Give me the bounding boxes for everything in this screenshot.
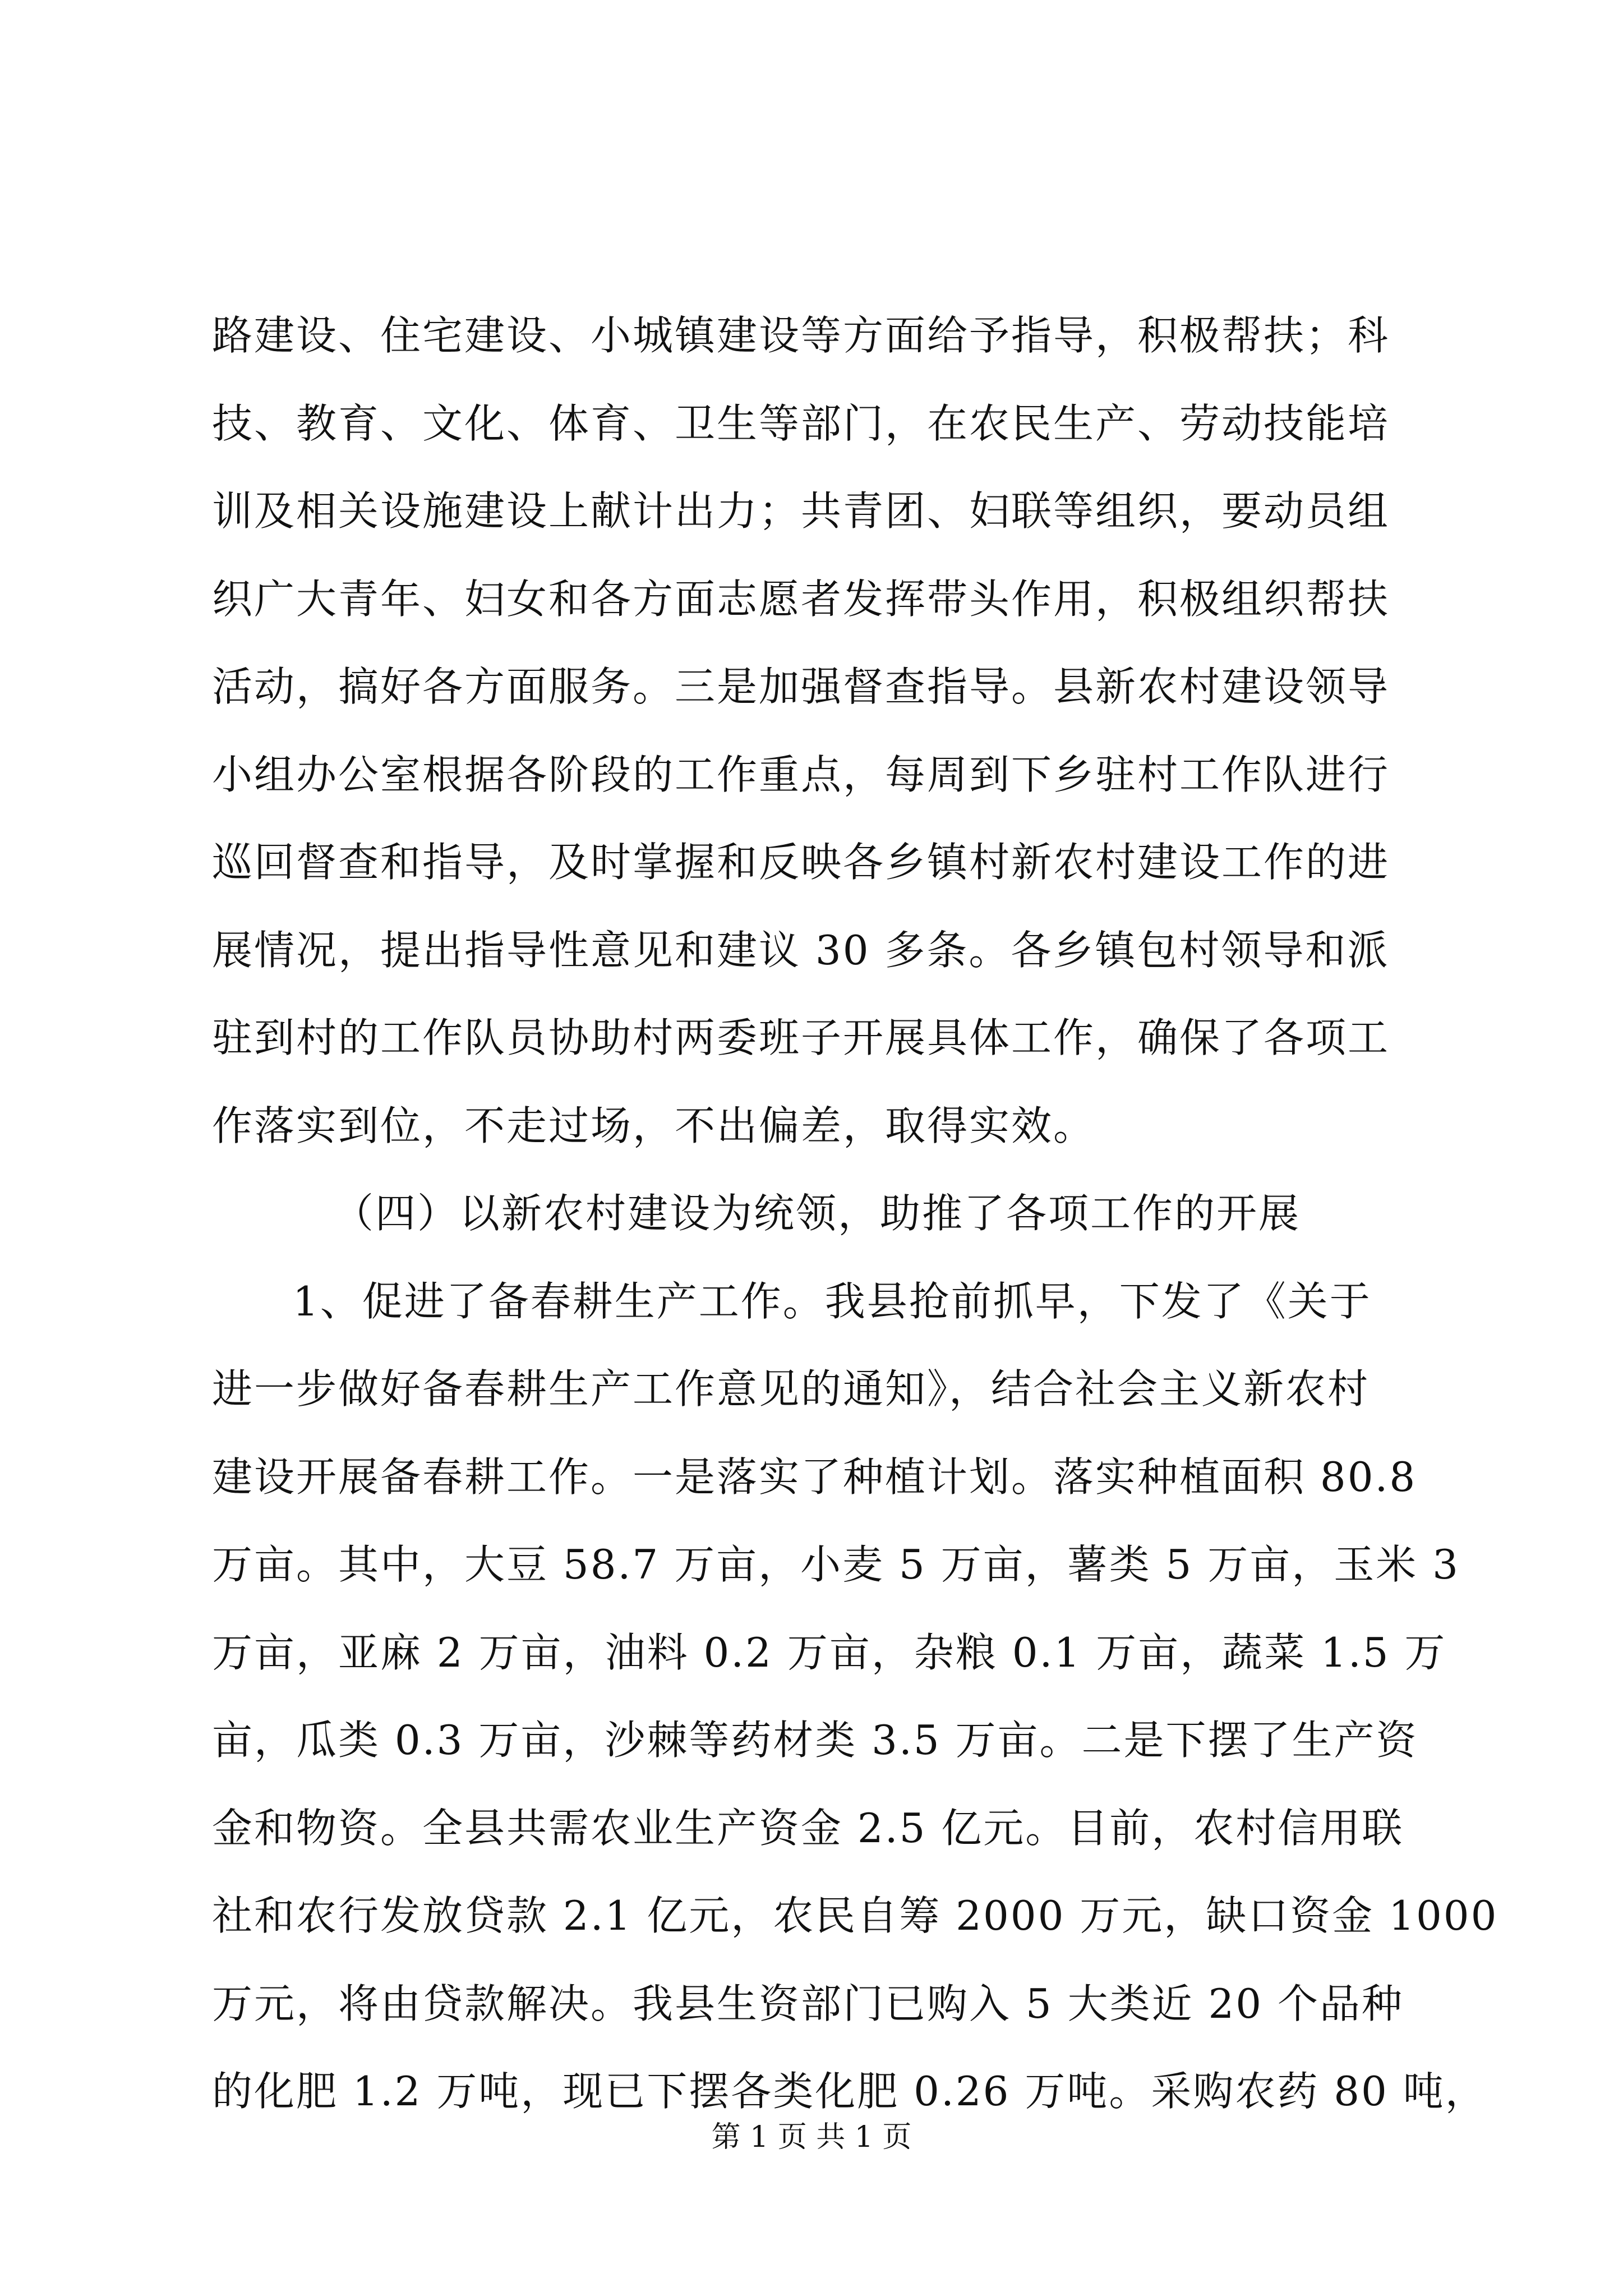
paragraph-line: 1、促进了备春耕生产工作。我县抢前抓早，下发了《关于: [293, 1277, 1372, 1325]
paragraph-line: 作落实到位，不走过场，不出偏差，取得实效。: [212, 1102, 1096, 1149]
paragraph-line: 社和农行发放贷款 2.1 亿元，农民自筹 2000 万元，缺口资金 1000: [212, 1892, 1498, 1939]
paragraph-line: 路建设、住宅建设、小城镇建设等方面给予指导，积极帮扶；科: [212, 312, 1390, 359]
document-body: [212, 292, 1498, 2136]
paragraph-line: 技、教育、文化、体育、卫生等部门，在农民生产、劳动技能培: [212, 399, 1390, 447]
paragraph-line: 巡回督查和指导，及时掌握和反映各乡镇村新农村建设工作的进: [212, 839, 1390, 886]
paragraph-line: 驻到村的工作队员协助村两委班子开展具体工作，确保了各项工: [212, 1014, 1390, 1061]
paragraph-line: 万亩。其中，大豆 58.7 万亩，小麦 5 万亩，薯类 5 万亩，玉米 3: [212, 1541, 1460, 1588]
paragraph-line: 万亩，亚麻 2 万亩，油料 0.2 万亩，杂粮 0.1 万亩，蔬菜 1.5 万: [212, 1628, 1447, 1676]
paragraph-line: 展情况，提出指导性意见和建议 30 多条。各乡镇包村领导和派: [212, 926, 1390, 974]
section-heading: （四）以新农村建设为统领，助推了各项工作的开展: [333, 1190, 1301, 1237]
paragraph-line: 织广大青年、妇女和各方面志愿者发挥带头作用，积极组织帮扶: [212, 575, 1390, 623]
paragraph-line: 训及相关设施建设上献计出力；共青团、妇联等组织，要动员组: [212, 487, 1390, 535]
paragraph-line: 进一步做好备春耕生产工作意见的通知》，结合社会主义新农村: [212, 1365, 1370, 1412]
paragraph-line: 小组办公室根据各阶段的工作重点，每周到下乡驻村工作队进行: [212, 751, 1390, 798]
paragraph-line: 金和物资。全县共需农业生产资金 2.5 亿元。目前，农村信用联: [212, 1804, 1404, 1852]
page-footer: 第 1 页 共 1 页: [711, 2120, 912, 2154]
paragraph-line: 的化肥 1.2 万吨，现已下摆各类化肥 0.26 万吨。采购农药 80 吨，: [212, 2068, 1487, 2115]
paragraph-line: 万元，将由贷款解决。我县生资部门已购入 5 大类近 20 个品种: [212, 1980, 1404, 2027]
paragraph-line: 亩，瓜类 0.3 万亩，沙棘等药材类 3.5 万亩。二是下摆了生产资: [212, 1717, 1418, 1764]
paragraph-line: 建设开展备春耕工作。一是落实了种植计划。落实种植面积 80.8: [212, 1453, 1417, 1501]
paragraph-line: 活动，搞好各方面服务。三是加强督查指导。县新农村建设领导: [212, 663, 1390, 710]
